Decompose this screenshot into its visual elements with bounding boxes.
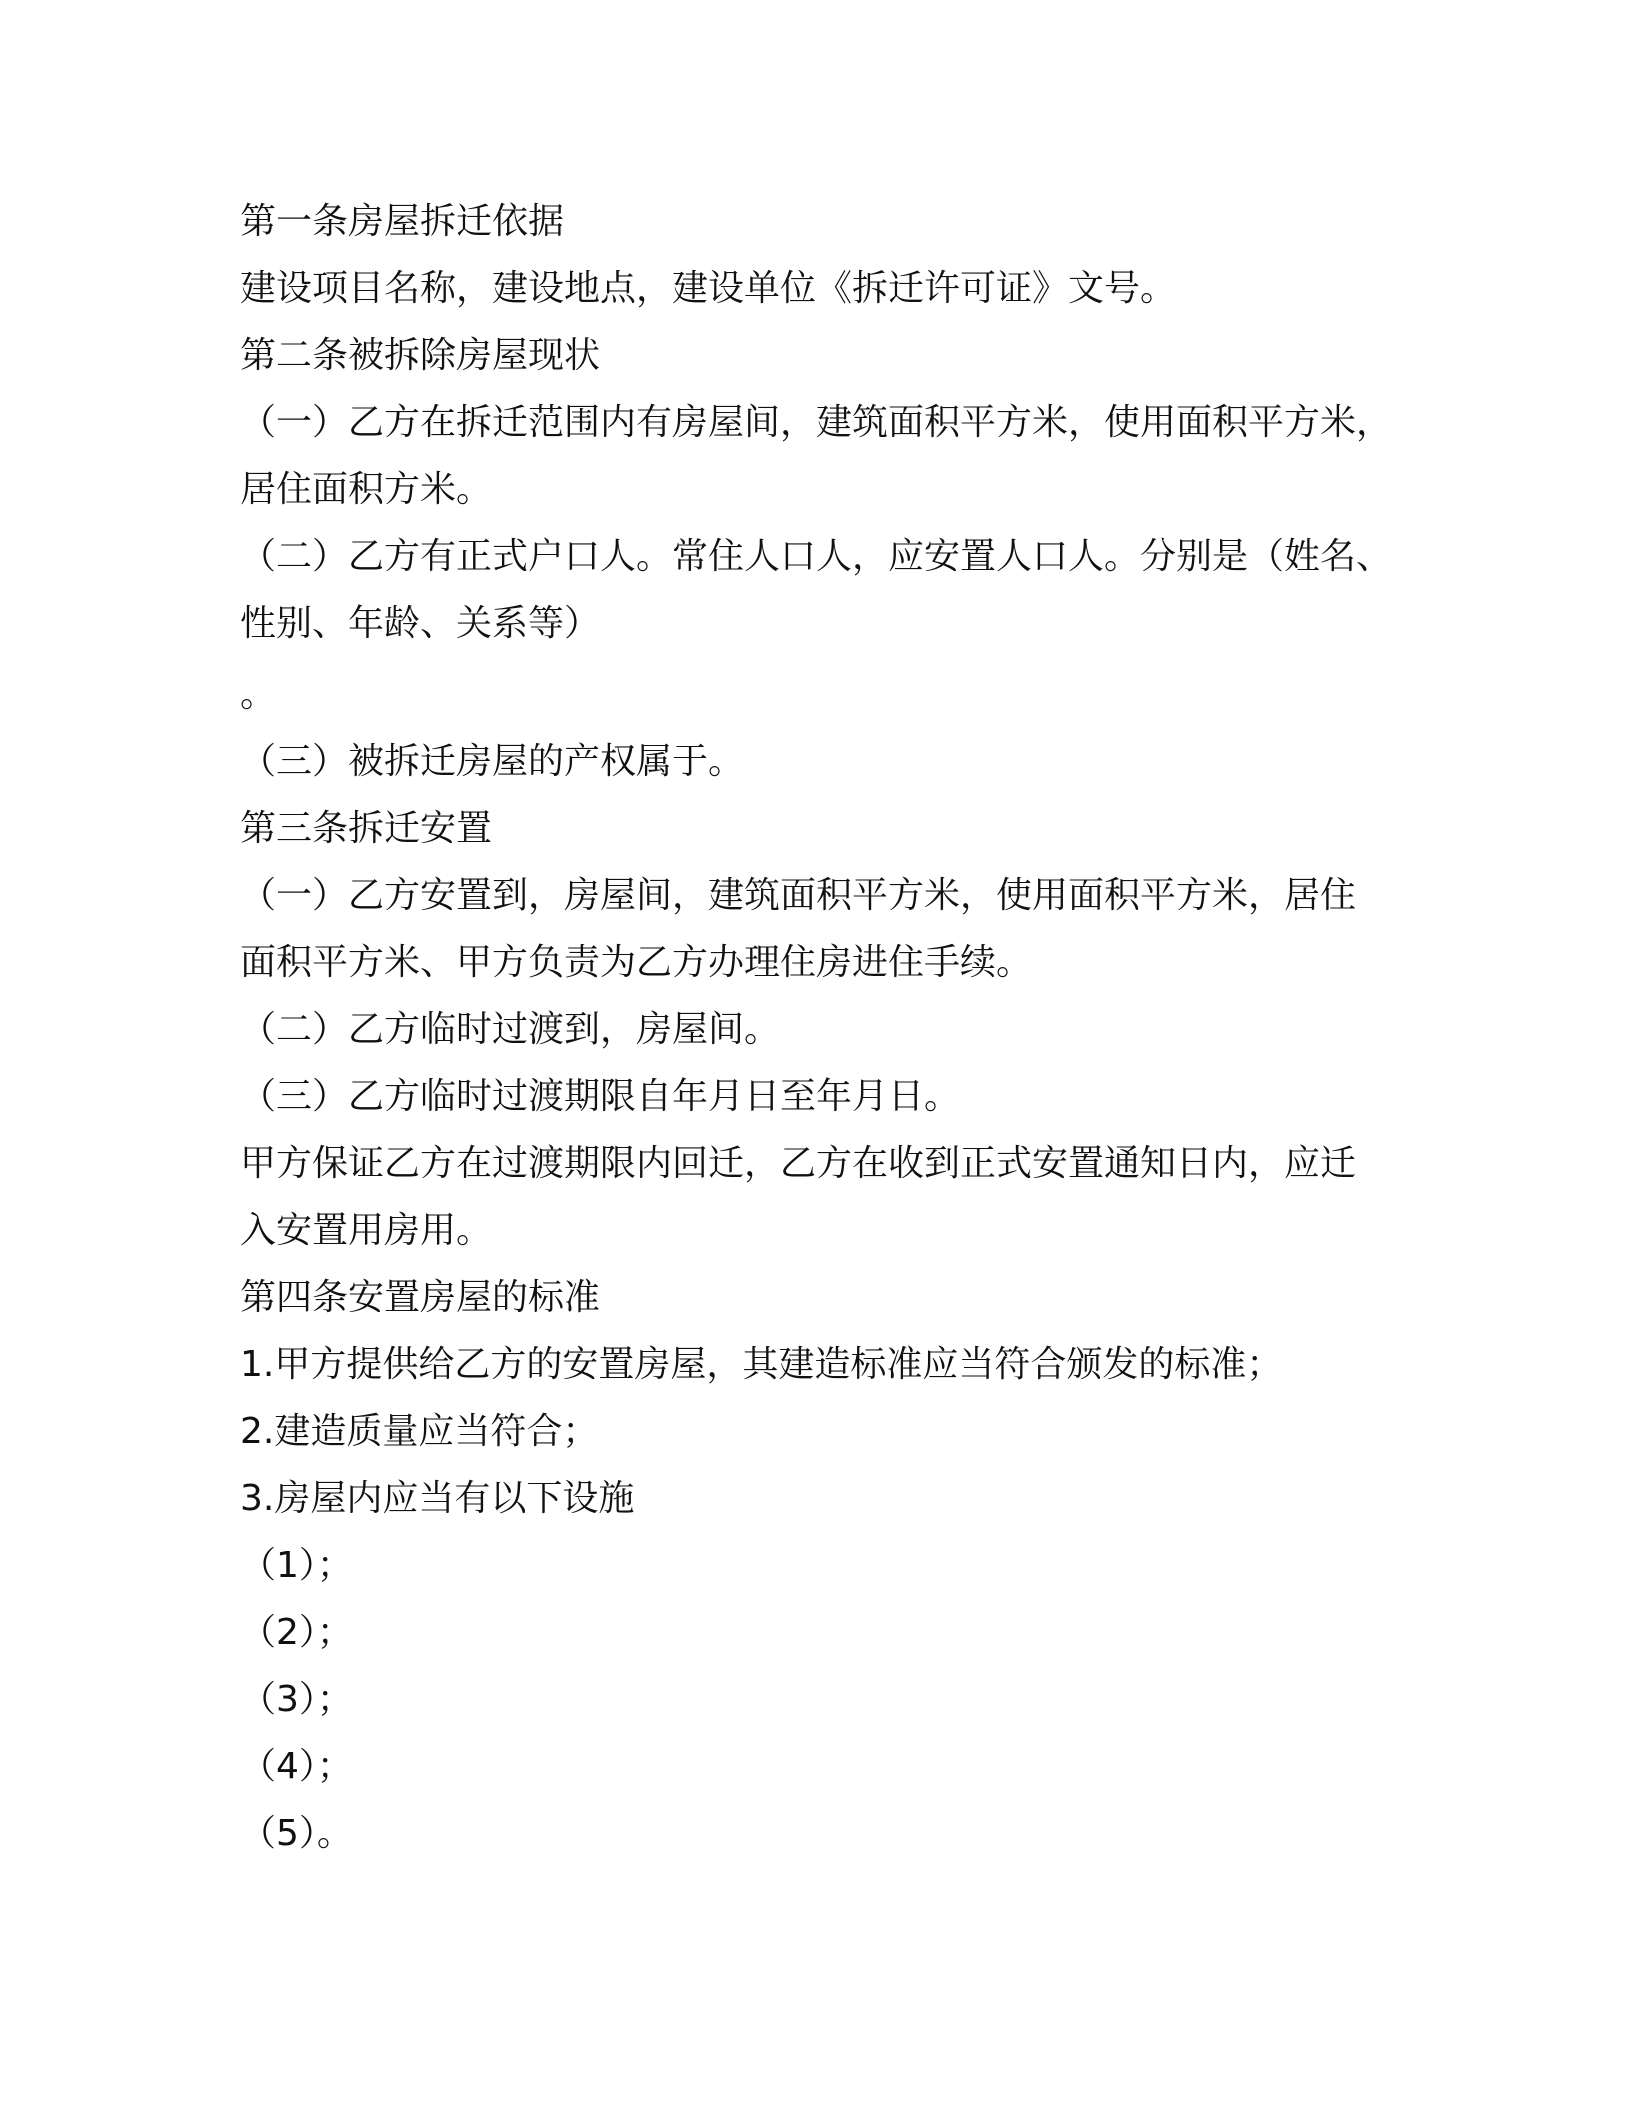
article-3-item-1-line-2: 面积平方米、甲方负责为乙方办理住房进住手续。 [240, 942, 1033, 983]
article-4-point-3: 3.房屋内应当有以下设施 [240, 1478, 635, 1519]
article-3-item-1-line-1: （一）乙方安置到，房屋间，建筑面积平方米，使用面积平方米，居住 [240, 875, 1357, 916]
article-3-guarantee-line-2: 入安置用房用。 [240, 1210, 493, 1251]
article-3-item-3: （三）乙方临时过渡期限自年月日至年月日。 [240, 1076, 961, 1117]
article-2-item-1-line-2: 居住面积方米。 [240, 469, 493, 510]
facility-item-1: （1）； [240, 1545, 353, 1586]
facility-item-3: （3）； [240, 1679, 353, 1720]
article-4-point-1: 1.甲方提供给乙方的安置房屋，其建造标准应当符合颁发的标准； [240, 1344, 1283, 1385]
article-2-heading: 第二条被拆除房屋现状 [240, 335, 601, 376]
facility-item-2: （2）； [240, 1612, 353, 1653]
article-4-heading: 第四条安置房屋的标准 [240, 1277, 601, 1318]
article-2-item-2-line-1: （二）乙方有正式户口人。常住人口人，应安置人口人。分别是（姓名、 [240, 536, 1393, 577]
document-body [240, 188, 1392, 1867]
facility-item-5: （5）。 [240, 1813, 353, 1854]
article-4-point-2: 2.建造质量应当符合； [240, 1411, 599, 1452]
article-3-heading: 第三条拆迁安置 [240, 808, 493, 849]
article-3-item-2: （二）乙方临时过渡到，房屋间。 [240, 1009, 781, 1050]
article-1-heading: 第一条房屋拆迁依据 [240, 201, 565, 242]
article-1-text: 建设项目名称，建设地点，建设单位《拆迁许可证》文号。 [240, 268, 1177, 309]
article-2-item-2-line-2: 性别、年龄、关系等） [240, 603, 601, 644]
facility-item-4: （4）； [240, 1746, 353, 1787]
article-2-item-2-line-3: 。 [240, 674, 277, 715]
article-2-item-1-line-1: （一）乙方在拆迁范围内有房屋间，建筑面积平方米，使用面积平方米， [240, 402, 1393, 443]
article-3-guarantee-line-1: 甲方保证乙方在过渡期限内回迁，乙方在收到正式安置通知日内，应迁 [240, 1143, 1357, 1184]
article-2-item-3: （三）被拆迁房屋的产权属于。 [240, 741, 745, 782]
